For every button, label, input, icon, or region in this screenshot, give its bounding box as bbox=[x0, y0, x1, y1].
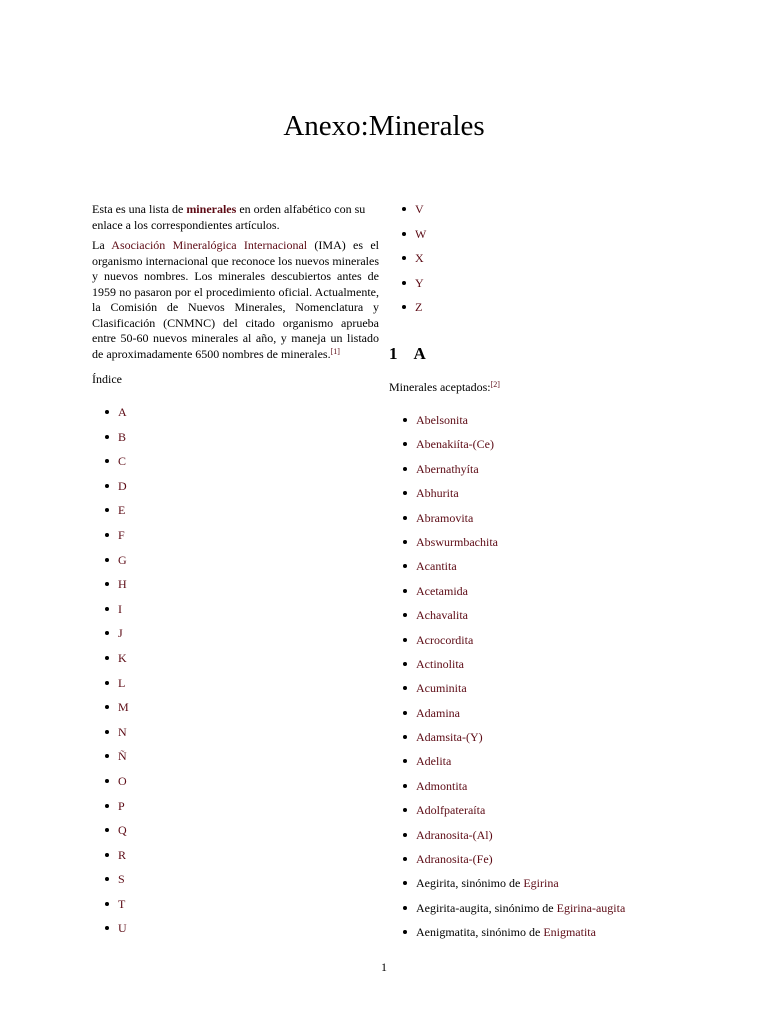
intro-text: La bbox=[92, 238, 112, 252]
toc-item bbox=[92, 749, 129, 774]
mineral-item bbox=[389, 633, 689, 657]
mineral-item bbox=[389, 754, 689, 778]
mineral-item bbox=[389, 706, 689, 730]
mineral-item bbox=[389, 462, 689, 486]
toc-item bbox=[92, 725, 129, 750]
intro-paragraph-2 bbox=[92, 238, 379, 362]
mineral-link[interactable]: Adranosita-(Al) bbox=[416, 827, 493, 842]
toc-item bbox=[92, 897, 129, 922]
mineral-item bbox=[389, 413, 689, 437]
toc-link[interactable]: I bbox=[118, 601, 122, 616]
intro-paragraph-1 bbox=[92, 202, 379, 233]
mineral-item bbox=[389, 730, 689, 754]
mineral-link[interactable]: Acantita bbox=[416, 559, 457, 574]
mineral-link[interactable]: Adelita bbox=[416, 754, 452, 769]
mineral-link[interactable]: Abelsonita bbox=[416, 413, 468, 427]
toc-item bbox=[389, 251, 426, 276]
toc-link[interactable]: Y bbox=[415, 275, 424, 290]
toc-item bbox=[389, 202, 426, 227]
toc-item bbox=[389, 276, 426, 301]
toc-list-column-2 bbox=[389, 202, 426, 325]
minerals-list bbox=[389, 413, 689, 950]
toc-link[interactable]: D bbox=[118, 478, 127, 493]
toc-link[interactable]: P bbox=[118, 798, 125, 813]
reference-1-link[interactable]: [1] bbox=[330, 346, 340, 356]
intro-text: (IMA) es el organismo internacional que reconoce los nuevos minerales y nuevos nombres. Los minerales descubiertos antes de 1959 no pasaron por el procedimiento oficial. Actualmente, la Comisión de Nuevos Minerales, Nomenclatura y Clasificación (CNMNC) del citado organismo aprueba entre 50-60 nuevos minerales al año, y maneja un listado de aproximadamente 6500 nombres de minerales. bbox=[92, 238, 379, 361]
toc-item bbox=[92, 823, 129, 848]
accepted-label-text: Minerales aceptados: bbox=[389, 380, 491, 394]
toc-link[interactable]: E bbox=[118, 503, 126, 518]
toc-link[interactable]: T bbox=[118, 896, 126, 911]
minerales-link[interactable]: minerales bbox=[186, 202, 237, 216]
mineral-item bbox=[389, 901, 689, 925]
toc-item bbox=[92, 602, 129, 627]
toc-link[interactable]: L bbox=[118, 675, 126, 690]
mineral-link[interactable]: Abswurmbachita bbox=[416, 534, 498, 549]
toc-link[interactable]: H bbox=[118, 577, 127, 592]
page-number: 1 bbox=[381, 960, 387, 974]
intro-text: Esta es una lista de bbox=[92, 202, 187, 216]
mineral-item bbox=[389, 828, 689, 852]
mineral-item bbox=[389, 584, 689, 608]
mineral-item bbox=[389, 559, 689, 583]
toc-item bbox=[92, 700, 129, 725]
toc-list-column-1 bbox=[92, 405, 129, 946]
mineral-item bbox=[389, 608, 689, 632]
mineral-item bbox=[389, 657, 689, 681]
toc-link[interactable]: W bbox=[415, 226, 427, 241]
toc-item bbox=[92, 626, 129, 651]
toc-link[interactable]: F bbox=[118, 527, 125, 542]
mineral-link[interactable]: Abenakiíta-(Ce) bbox=[416, 437, 494, 452]
mineral-link[interactable]: Acrocordita bbox=[416, 632, 474, 647]
toc-link[interactable]: C bbox=[118, 454, 127, 469]
toc-link[interactable]: Z bbox=[415, 300, 423, 315]
mineral-item bbox=[389, 681, 689, 705]
toc-item bbox=[92, 430, 129, 455]
toc-item bbox=[92, 553, 129, 578]
toc-item bbox=[92, 528, 129, 553]
toc-item bbox=[389, 300, 426, 325]
toc-link[interactable]: Q bbox=[118, 823, 127, 838]
mineral-link[interactable]: Admontita bbox=[416, 778, 468, 793]
toc-item bbox=[92, 921, 129, 946]
mineral-item bbox=[389, 803, 689, 827]
toc-item bbox=[92, 872, 129, 897]
mineral-item bbox=[389, 511, 689, 535]
mineral-link[interactable]: Abernathyíta bbox=[416, 461, 479, 476]
mineral-link[interactable]: Adamsita-(Y) bbox=[416, 730, 483, 745]
mineral-link[interactable]: Abhurita bbox=[416, 486, 459, 501]
page-title: Anexo:Minerales bbox=[283, 110, 485, 142]
toc-link[interactable]: N bbox=[118, 724, 127, 739]
mineral-prefix: Aenigmatita, sinónimo de bbox=[416, 925, 544, 940]
toc-item bbox=[92, 848, 129, 873]
mineral-link[interactable]: Actinolita bbox=[416, 656, 464, 671]
mineral-link[interactable]: Acetamida bbox=[416, 583, 468, 598]
mineral-link[interactable]: Enigmatita bbox=[543, 925, 596, 940]
mineral-item bbox=[389, 925, 689, 949]
mineral-item bbox=[389, 486, 689, 510]
toc-link[interactable]: Ñ bbox=[118, 749, 127, 764]
toc-link[interactable]: G bbox=[118, 552, 127, 567]
toc-item bbox=[92, 774, 129, 799]
mineral-link[interactable]: Adamina bbox=[416, 705, 460, 720]
section-heading bbox=[389, 344, 426, 364]
toc-item bbox=[92, 577, 129, 602]
mineral-item bbox=[389, 876, 689, 900]
toc-item bbox=[92, 651, 129, 676]
mineral-link[interactable]: Acuminita bbox=[416, 681, 467, 696]
mineral-item bbox=[389, 779, 689, 803]
mineral-link[interactable]: Egirina bbox=[523, 876, 559, 891]
mineral-item bbox=[389, 535, 689, 559]
mineral-link[interactable]: Adranosita-(Fe) bbox=[416, 852, 493, 867]
section-title: A bbox=[413, 344, 426, 363]
mineral-item bbox=[389, 437, 689, 461]
toc-link[interactable]: M bbox=[118, 700, 129, 715]
toc-link[interactable]: B bbox=[118, 429, 127, 444]
section-number: 1 bbox=[389, 344, 398, 363]
mineral-prefix: Aegirita, sinónimo de bbox=[416, 876, 524, 891]
mineral-link[interactable]: Abramovita bbox=[416, 510, 474, 525]
toc-label: Índice bbox=[92, 372, 122, 386]
toc-link[interactable]: V bbox=[415, 202, 424, 216]
intro-column bbox=[92, 202, 379, 388]
intro-text: en orden alfabético con su enlace a los correspondientes artículos. bbox=[92, 202, 366, 232]
toc-link[interactable]: J bbox=[118, 626, 123, 641]
toc-item bbox=[389, 227, 426, 252]
mineral-link[interactable]: Achavalita bbox=[416, 608, 468, 623]
toc-item bbox=[92, 503, 129, 528]
accepted-minerals-label bbox=[389, 380, 500, 395]
mineral-prefix: Aegirita-augita, sinónimo de bbox=[416, 900, 557, 915]
toc-link[interactable]: U bbox=[118, 921, 127, 936]
toc-link[interactable]: S bbox=[118, 872, 125, 887]
toc-item bbox=[92, 799, 129, 824]
toc-item bbox=[92, 405, 129, 430]
ima-link[interactable]: Asociación Mineralógica Internacional bbox=[111, 238, 308, 252]
reference-2-link[interactable]: [2] bbox=[490, 380, 500, 389]
toc-item bbox=[92, 454, 129, 479]
toc-link[interactable]: A bbox=[118, 405, 127, 419]
toc-link[interactable]: O bbox=[118, 773, 127, 788]
mineral-link[interactable]: Adolfpateraíta bbox=[416, 803, 486, 818]
mineral-item bbox=[389, 852, 689, 876]
toc-link[interactable]: X bbox=[415, 251, 424, 266]
toc-item bbox=[92, 676, 129, 701]
toc-link[interactable]: K bbox=[118, 650, 127, 665]
toc-link[interactable]: R bbox=[118, 847, 127, 862]
mineral-link[interactable]: Egirina-augita bbox=[556, 900, 626, 915]
toc-item bbox=[92, 479, 129, 504]
